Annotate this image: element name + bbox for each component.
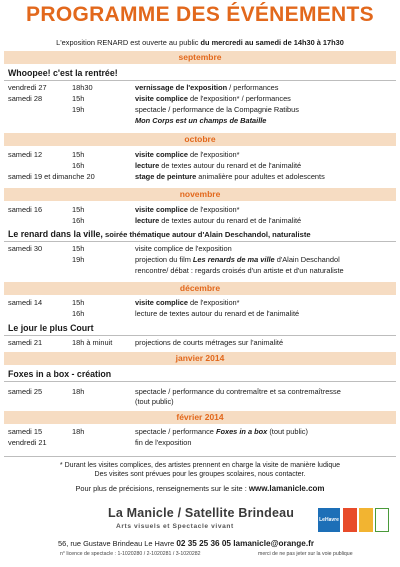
month-band-october: octobre [4,133,396,146]
row-description [135,94,291,104]
row-date: vendredi 21 [8,438,47,447]
event-title-whoopee: Whoopee! c'est la rentrée! [8,68,118,78]
row-highlight: stage de peinture [135,172,197,181]
row-time: 15h [72,94,85,103]
intro-hours: du mercredi au samedi de 14h30 à 17h30 [200,38,344,47]
row-date: samedi 28 [8,94,43,103]
event-title-jour-court: Le jour le plus Court [8,323,94,333]
row-description [135,216,301,226]
row-time: 15h [72,298,85,307]
footnotes [0,461,400,479]
row-time: 18h30 [72,83,93,92]
intro-plain: L'exposition RENARD est ouverte au public [56,38,201,47]
row-description: lecture de textes autour du renard et de l'animalité [135,309,300,318]
divider [4,241,396,242]
sponsor-logo [343,508,357,532]
schedule-row [0,105,400,115]
row-time: 18h [72,387,85,396]
event-title-renard-ville [8,229,311,239]
row-highlight: lecture [135,161,160,170]
row-text: de l'exposition* [188,150,240,159]
logo-tagline: Arts visuels et Spectacle vivant [116,523,234,530]
row-description [135,298,240,308]
schedule-row [0,298,400,308]
schedule-row [0,244,400,254]
row-description: spectacle / performance du contremaître et sa contremaîtresse [135,387,341,396]
schedule-row [0,216,400,226]
recycle-note: merci de ne pas jeter sur la voie publique [258,551,353,557]
row-highlight: lecture [135,216,160,225]
row-date: samedi 16 [8,205,43,214]
schedule-row [0,387,400,397]
intro-text [0,38,400,47]
row-time: 16h [72,309,85,318]
row-highlight: visite complice [135,205,188,214]
schedule-row [0,161,400,171]
sponsor-logo-label: LeHavre [319,517,339,523]
row-text: de textes autour du renard et de l'animalité [159,216,302,225]
row-text: / performances [227,83,279,92]
schedule-row [0,83,400,93]
row-date: vendredi 27 [8,83,47,92]
row-text-end: (tout public) [267,427,308,436]
event-title-foxes: Foxes in a box - création [8,369,112,379]
row-date: samedi 21 [8,338,43,347]
row-date: samedi 19 et dimanche 20 [8,172,95,181]
logo-wordmark: La Manicle / Satellite Brindeau [108,506,295,520]
row-date: samedi 14 [8,298,43,307]
month-band-january: janvier 2014 [4,352,396,365]
row-highlight: visite complice [135,298,188,307]
month-band-november: novembre [4,188,396,201]
row-time: 19h [72,255,85,264]
schedule-row [0,94,400,104]
row-description [135,116,266,126]
schedule-row [0,172,400,182]
row-description: projections de courts métrages sur l'animalité [135,338,284,347]
website-link[interactable]: www.lamanicle.com [248,484,325,493]
divider [4,80,396,81]
row-description [135,255,340,265]
row-bold-title: Foxes in a box [215,427,268,436]
row-time: 15h [72,205,85,214]
email-address[interactable]: lamanicle@orange.fr [230,539,315,548]
row-description: spectacle / performance de la Compagnie Ratibus [135,105,299,114]
month-band-february: février 2014 [4,411,396,424]
row-text: animalière pour adultes et adolescents [196,172,325,181]
row-italic-title: Mon Corps est un champs de Bataille [135,116,267,125]
address: 56, rue Gustave Brindeau Le Havre [58,539,177,548]
divider [4,381,396,382]
row-description [135,172,325,182]
schedule-row [0,150,400,160]
event-title-subtitle: soirée thématique autour d'Alain Deschandol, naturaliste [102,230,311,239]
event-title-main: Le renard dans la ville, [8,229,103,239]
row-italic-title: Les renards de ma ville [192,255,275,264]
license-note: n° licence de spectacle : 1-1020280 / 2-1020281 / 3-1020282 [60,551,201,557]
row-description [135,161,301,171]
schedule-row [0,438,400,448]
row-text: de textes autour du renard et de l'animalité [159,161,302,170]
more-info [0,484,400,493]
row-date: samedi 15 [8,427,43,436]
divider [4,456,396,457]
row-time: 16h [72,216,85,225]
row-text: projection du film [135,255,193,264]
row-text-end: d'Alain Deschandol [274,255,340,264]
row-description: (tout public) [135,397,174,406]
row-time: 18h [72,427,85,436]
sponsor-logo [375,508,389,532]
row-description [135,205,240,215]
sponsor-logo [359,508,373,532]
schedule-row [0,309,400,319]
row-text: de l'exposition* [188,205,240,214]
row-description [135,427,308,437]
row-text: spectacle / performance [135,427,216,436]
row-description: fin de l'exposition [135,438,192,447]
row-text: de l'exposition* [188,298,240,307]
row-date: samedi 25 [8,387,43,396]
contact-line [58,539,314,548]
row-time: 19h [72,105,85,114]
schedule-row [0,116,400,126]
row-date: samedi 30 [8,244,43,253]
row-text: de l'exposition* / performances [188,94,291,103]
row-time: 18h à minuit [72,338,113,347]
row-time: 16h [72,161,85,170]
schedule-row [0,266,400,276]
phone-number: 02 35 25 36 05 [176,539,231,548]
row-date: samedi 12 [8,150,43,159]
footnote-line: * Durant les visites complices, des artistes prennent en charge la visite de manière ludique [59,462,341,469]
footnote-line: Des visites sont prévues pour les groupes scolaires, nous contacter. [94,471,306,478]
month-band-december: décembre [4,282,396,295]
row-time: 15h [72,150,85,159]
row-highlight: vernissage de l'exposition [135,83,228,92]
page-title: PROGRAMME DES ÉVÉNEMENTS [26,3,374,26]
row-description: rencontre/ débat : regards croisés d'un artiste et d'un naturaliste [135,266,344,275]
more-info-text: Pour plus de précisions, renseignements sur le site : [75,484,249,493]
divider [4,335,396,336]
schedule-row [0,205,400,215]
schedule-row [0,427,400,437]
schedule-row [0,255,400,265]
month-band-september: septembre [4,51,396,64]
row-highlight: visite complice [135,94,188,103]
row-time: 15h [72,244,85,253]
schedule-row [0,397,400,407]
row-highlight: visite complice [135,150,188,159]
sponsor-logo-lehavre [318,508,340,532]
row-description [135,150,240,160]
row-description: visite complice de l'exposition [135,244,232,253]
schedule-row [0,338,400,348]
row-description [135,83,278,93]
